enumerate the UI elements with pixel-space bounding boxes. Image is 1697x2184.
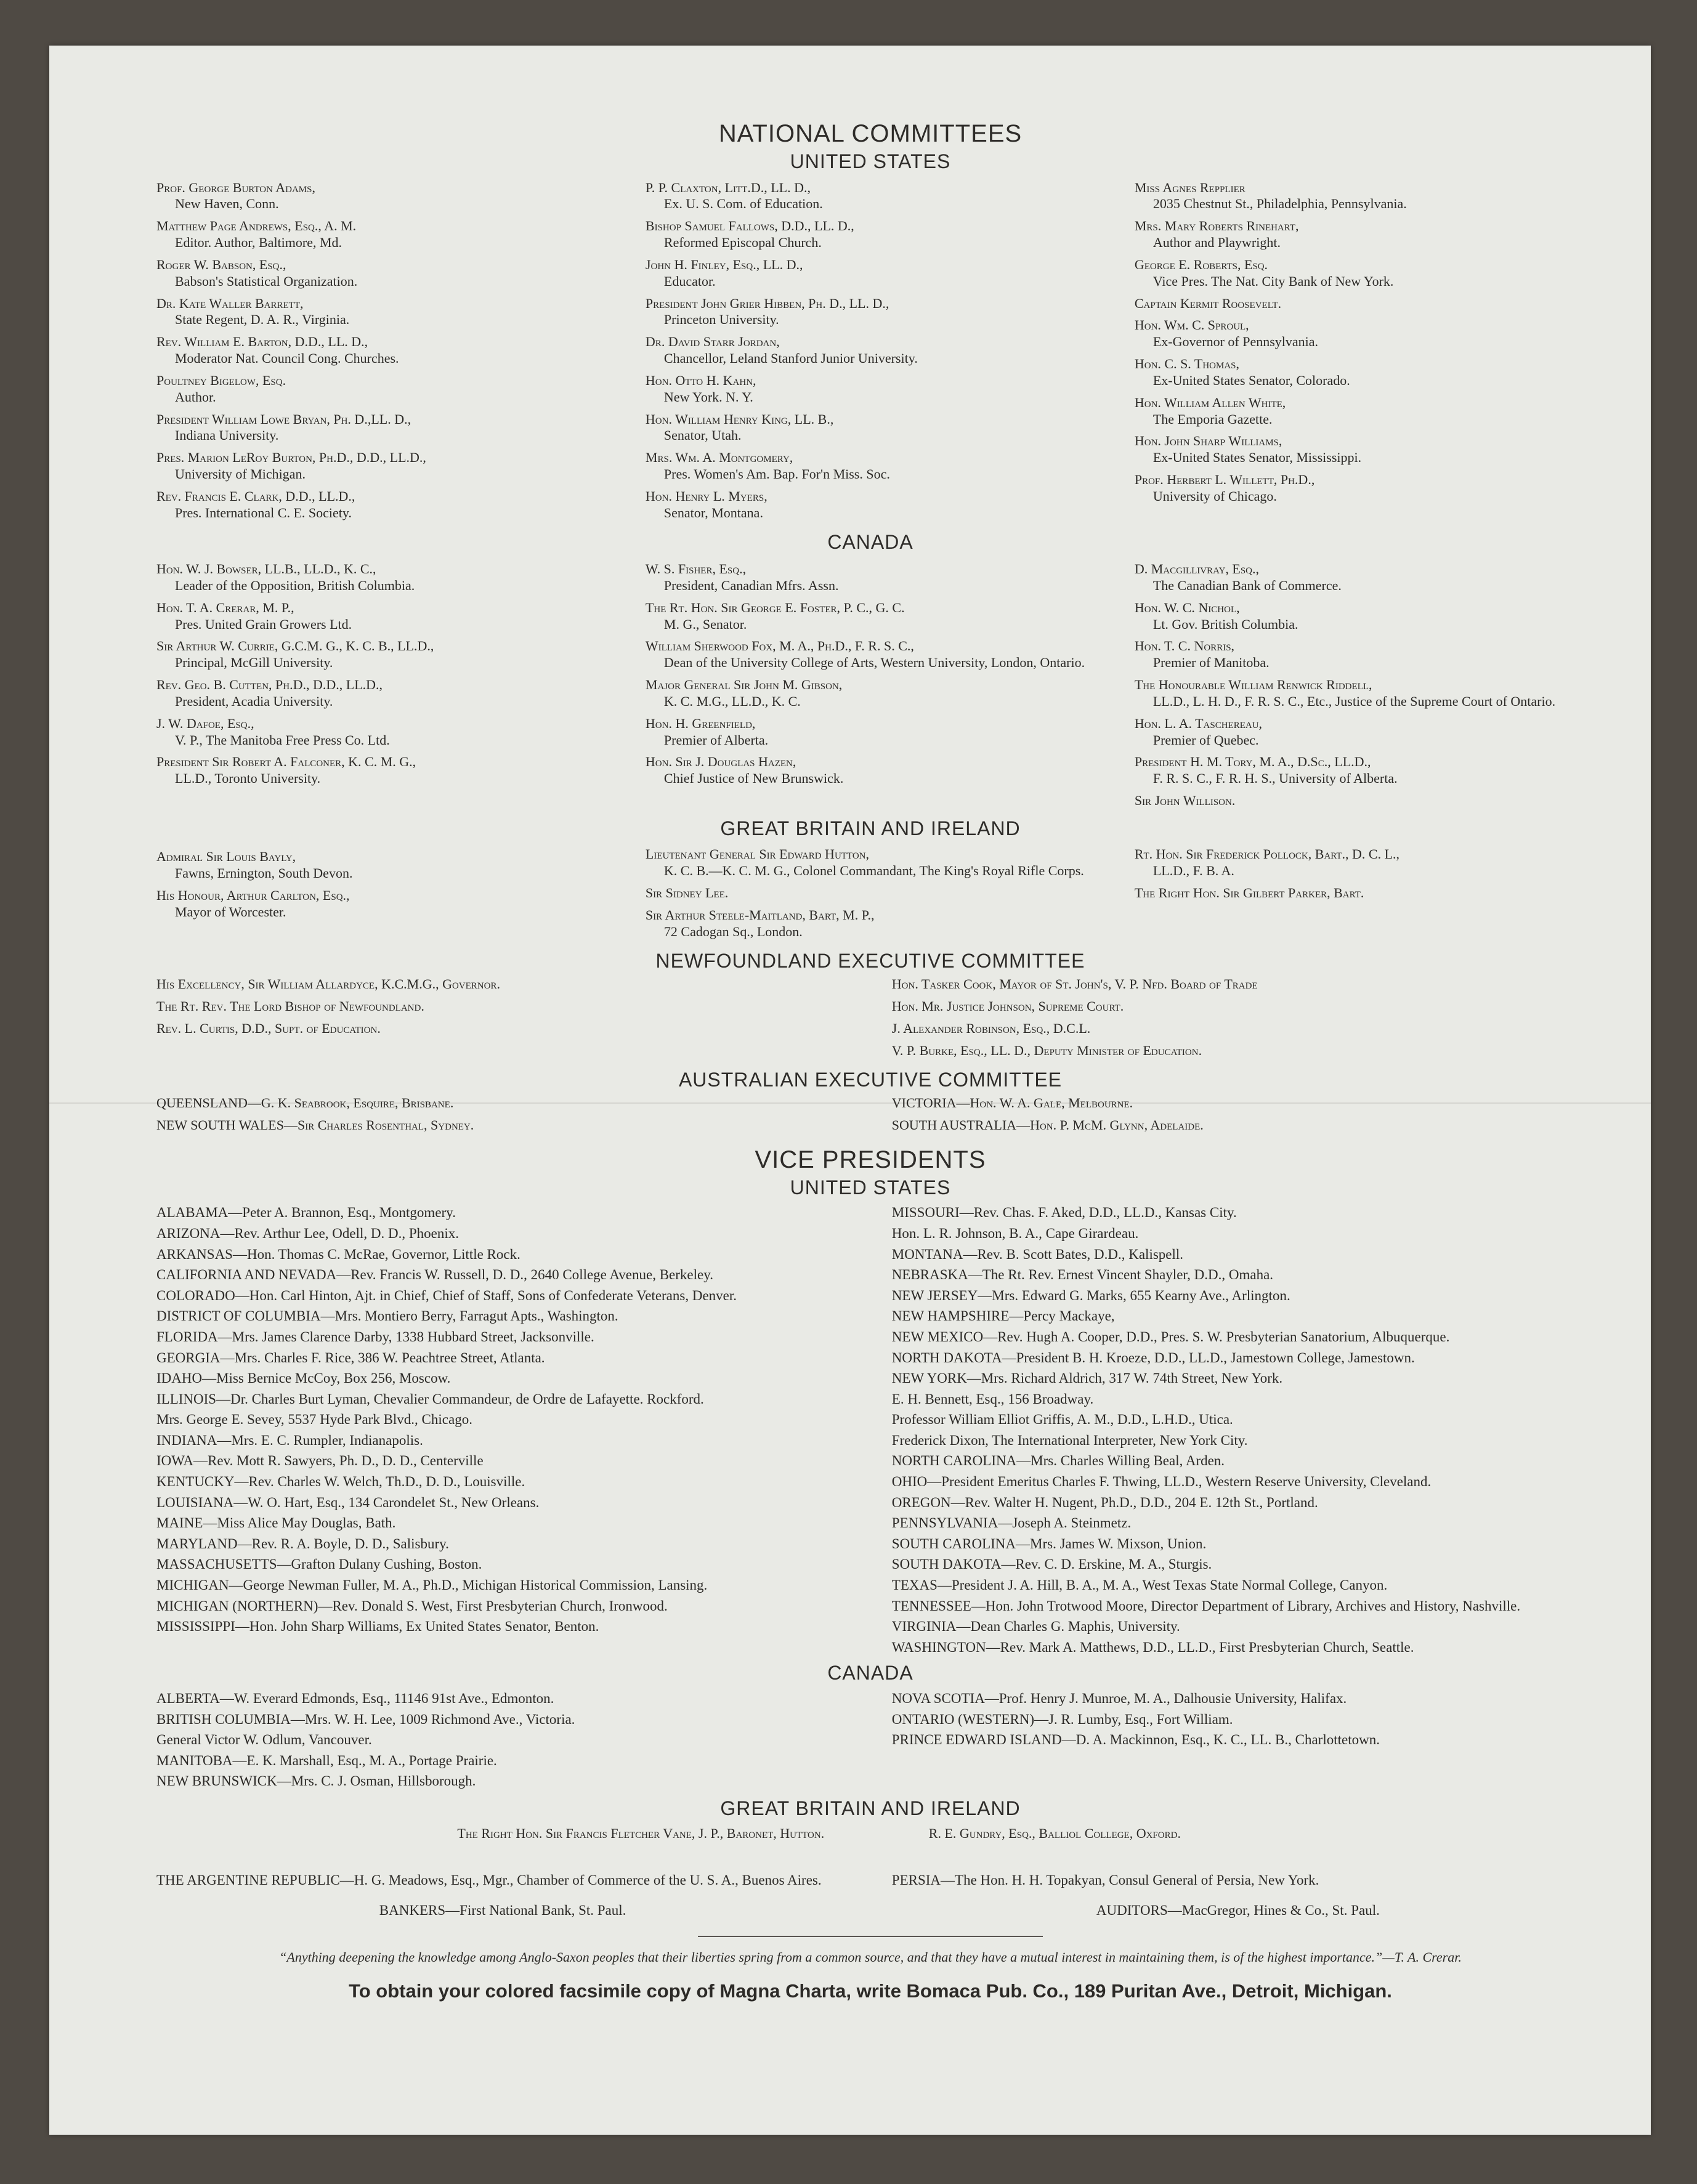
vice-president-entry: Hon. L. R. Johnson, B. A., Cape Girardeau. xyxy=(891,1225,1139,1241)
bankers-col xyxy=(156,1899,849,1922)
member-title: Leader of the Opposition, British Columbia. xyxy=(175,577,415,593)
member-title: President, Canadian Mfrs. Assn. xyxy=(663,577,839,593)
vp-us-left xyxy=(156,1204,849,1659)
vice-president-entry: BRITISH COLUMBIA—Mrs. W. H. Lee, 1009 Richmond Ave., Victoria. xyxy=(156,1711,575,1727)
vp-canada-list xyxy=(156,1690,1584,1794)
vp-canada-left xyxy=(156,1690,849,1794)
page-title: NATIONAL COMMITTEES xyxy=(718,120,1023,147)
vice-president-entry: PRINCE EDWARD ISLAND—D. A. Mackinnon, Esq., K. C., LL. B., Charlottetown. xyxy=(891,1732,1380,1748)
committee-member: QUEENSLAND—G. K. Seabrook, Esquire, Brisbane. xyxy=(156,1095,454,1111)
closing-notice: To obtain your colored facsimile copy of Magna Charta, write Bomaca Pub. Co., 189 Puritan Ave., Detroit, Michigan. xyxy=(349,1980,1392,2002)
canada-committee xyxy=(156,561,1584,815)
member-name: Hon. William Henry King, LL. B., xyxy=(645,411,834,427)
committee-member xyxy=(156,373,606,406)
committee-member xyxy=(646,677,1095,710)
member-title: V. P., The Manitoba Free Press Co. Ltd. xyxy=(175,732,390,748)
member-name: Sir Arthur Steele-Maitland, Bart, M. P., xyxy=(645,907,875,923)
committee-member xyxy=(646,334,1095,367)
section-heading-us: UNITED STATES xyxy=(790,150,951,172)
committee-member: V. P. Burke, Esq., LL. D., Deputy Minister of Education. xyxy=(891,1042,1202,1058)
vice-president-entry: PENNSYLVANIA—Joseph A. Steinmetz. xyxy=(891,1515,1132,1531)
member-title: Author. xyxy=(175,389,216,405)
member-name: Prof. Herbert L. Willett, Ph.D., xyxy=(1134,472,1315,488)
member-name: Pres. Marion LeRoy Burton, Ph.D., D.D., LL.D., xyxy=(156,450,426,466)
vp-us-right xyxy=(892,1204,1584,1659)
auditors-col xyxy=(892,1899,1584,1922)
member-title: Author and Playwright. xyxy=(1152,235,1281,251)
member-title: Vice Pres. The Nat. City Bank of New York. xyxy=(1152,273,1394,289)
member-name: President Sir Robert A. Falconer, K. C. M. G., xyxy=(156,754,416,770)
vice-president-entry: MICHIGAN (NORTHERN)—Rev. Donald S. West, First Presbyterian Church, Ironwood. xyxy=(156,1598,668,1614)
committee-member xyxy=(156,257,606,290)
member-title: Fawns, Ernington, South Devon. xyxy=(175,865,353,881)
vp-gb-list xyxy=(156,1826,1584,1848)
committee-member xyxy=(646,716,1095,749)
vice-president-entry: MISSISSIPPI—Hon. John Sharp Williams, Ex United States Senator, Benton. xyxy=(156,1619,599,1635)
vice-president-entry: NEW MEXICO—Rev. Hugh A. Cooper, D.D., Pres. S. W. Presbyterian Sanatorium, Albuquerque. xyxy=(891,1329,1450,1345)
member-name: Hon. Sir J. Douglas Hazen, xyxy=(645,754,796,770)
member-name: The Rt. Hon. Sir George E. Foster, P. C., G. C. xyxy=(645,599,905,615)
member-name: Hon. C. S. Thomas, xyxy=(1134,356,1240,372)
member-name: Admiral Sir Louis Bayly, xyxy=(156,849,296,865)
vice-president-entry: ONTARIO (WESTERN)—J. R. Lumby, Esq., Fort William. xyxy=(891,1711,1233,1727)
committee-member xyxy=(156,334,606,367)
member-name: Hon. T. A. Crerar, M. P., xyxy=(156,599,294,615)
vice-president-entry: IDAHO—Miss Bernice McCoy, Box 256, Moscow. xyxy=(156,1370,451,1386)
document-page xyxy=(49,46,1651,2135)
committee-member: SOUTH AUSTRALIA—Hon. P. McM. Glynn, Adelaide. xyxy=(891,1117,1204,1133)
vice-president-entry: LOUISIANA—W. O. Hart, Esq., 134 Carondelet St., New Orleans. xyxy=(156,1494,540,1510)
member-title: Premier of Quebec. xyxy=(1152,732,1259,748)
member-title: Lt. Gov. British Columbia. xyxy=(1152,616,1298,632)
member-title: University of Michigan. xyxy=(175,466,306,482)
member-name: Captain Kermit Roosevelt. xyxy=(1134,295,1282,311)
section-heading-gb: GREAT BRITAIN AND IRELAND xyxy=(720,817,1021,839)
committee-member xyxy=(156,716,606,749)
member-name: Hon. W. J. Bowser, LL.B., LL.D., K. C., xyxy=(156,561,376,577)
member-title: Educator. xyxy=(663,273,716,289)
committee-member xyxy=(1135,472,1584,505)
vice-presidents-heading: VICE PRESIDENTS xyxy=(755,1146,986,1173)
committee-member: His Excellency, Sir William Allardyce, K.C.M.G., Governor. xyxy=(156,976,500,992)
member-name: Roger W. Babson, Esq., xyxy=(156,256,286,272)
member-name: Lieutenant General Sir Edward Hutton, xyxy=(645,846,869,862)
member-name: William Sherwood Fox, M. A., Ph.D., F. R. S. C., xyxy=(645,638,914,654)
vice-president-entry: TEXAS—President J. A. Hill, B. A., M. A., West Texas State Normal College, Canyon. xyxy=(891,1577,1388,1593)
member-name: Dr. Kate Waller Barrett, xyxy=(156,295,304,311)
member-name: Dr. David Starr Jordan, xyxy=(645,334,780,350)
committee-member xyxy=(646,638,1095,671)
member-title: New Haven, Conn. xyxy=(175,196,279,212)
vp-other-list xyxy=(156,1872,1584,1893)
nfld-left xyxy=(156,976,849,1064)
member-title: Pres. United Grain Growers Ltd. xyxy=(175,616,352,632)
newfoundland-committee xyxy=(156,976,1584,1064)
committee-member xyxy=(646,180,1095,213)
member-name: D. Macgillivray, Esq., xyxy=(1134,561,1260,577)
committee-member xyxy=(1135,600,1584,633)
member-title: New York. N. Y. xyxy=(663,389,753,405)
vice-president-entry: CALIFORNIA AND NEVADA—Rev. Francis W. Russell, D. D., 2640 College Avenue, Berkeley. xyxy=(156,1267,713,1283)
member-title: Pres. International C. E. Society. xyxy=(175,504,352,520)
member-name: His Honour, Arthur Carlton, Esq., xyxy=(156,888,350,904)
committee-member xyxy=(156,888,606,921)
member-name: John H. Finley, Esq., LL. D., xyxy=(645,256,803,272)
committee-member: J. Alexander Robinson, Esq., D.C.L. xyxy=(891,1020,1091,1036)
vice-president-entry: MASSACHUSETTS—Grafton Dulany Cushing, Boston. xyxy=(156,1556,482,1572)
auditors: AUDITORS—MacGregor, Hines & Co., St. Paul. xyxy=(1096,1902,1380,1918)
vice-president-entry: ALABAMA—Peter A. Brannon, Esq., Montgomery. xyxy=(156,1205,456,1221)
vp-argentine: THE ARGENTINE REPUBLIC—H. G. Meadows, Esq., Mgr., Chamber of Commerce of the U. S. A., Buenos Aires. xyxy=(156,1872,822,1888)
member-name: President William Lowe Bryan, Ph. D.,LL. D., xyxy=(156,411,411,427)
vice-president-entry: NOVA SCOTIA—Prof. Henry J. Munroe, M. A., Dalhousie University, Halifax. xyxy=(891,1691,1347,1706)
committee-member xyxy=(1135,296,1584,312)
crerar-quote: “Anything deepening the knowledge among Anglo-Saxon peoples that their liberties spring from a common source, and that they have a mutual interest in maintaining them, is of the highest importance.”—T. A. Crerar. xyxy=(279,1949,1462,1965)
committee-member xyxy=(1135,793,1584,809)
aus-left xyxy=(156,1095,849,1139)
committee-member xyxy=(1135,638,1584,671)
vice-president-entry: ARKANSAS—Hon. Thomas C. McRae, Governor, Little Rock. xyxy=(156,1246,520,1262)
vp-argentine-col xyxy=(156,1872,849,1893)
member-name: The Honourable William Renwick Riddell, xyxy=(1134,677,1372,693)
committee-member xyxy=(156,450,606,483)
vice-president-entry: NEW JERSEY—Mrs. Edward G. Marks, 655 Kearny Ave., Arlington. xyxy=(891,1287,1290,1303)
vice-president-entry: DISTRICT OF COLUMBIA—Mrs. Montiero Berry, Farragut Apts., Washington. xyxy=(156,1308,618,1324)
vice-president-entry: MAINE—Miss Alice May Douglas, Bath. xyxy=(156,1515,396,1531)
committee-member xyxy=(1135,433,1584,466)
member-name: Mrs. Wm. A. Montgomery, xyxy=(645,450,793,466)
committee-member: Rev. L. Curtis, D.D., Supt. of Education. xyxy=(156,1020,381,1036)
vice-president-entry: NEW HAMPSHIRE—Percy Mackaye, xyxy=(891,1308,1115,1324)
committee-member xyxy=(646,885,1095,902)
vp-canada-heading: CANADA xyxy=(827,1662,913,1685)
member-title: President, Acadia University. xyxy=(175,693,333,709)
vice-president-entry: FLORIDA—Mrs. James Clarence Darby, 1338 Hubbard Street, Jacksonville. xyxy=(156,1329,594,1345)
member-name: Hon. W. C. Nichol, xyxy=(1134,599,1240,615)
member-title: Dean of the University College of Arts, Western University, London, Ontario. xyxy=(663,655,1085,671)
us-committee xyxy=(156,180,1584,527)
bankers: BANKERS—First National Bank, St. Paul. xyxy=(379,1902,626,1918)
member-name: Hon. L. A. Taschereau, xyxy=(1134,715,1263,731)
vp-gb-left xyxy=(156,1826,849,1848)
gb-col-2 xyxy=(646,846,1095,945)
member-title: University of Chicago. xyxy=(1152,488,1277,504)
member-title: Mayor of Worcester. xyxy=(175,904,286,920)
committee-member xyxy=(1135,317,1584,350)
member-title: Pres. Women's Am. Bap. For'n Miss. Soc. xyxy=(663,466,890,482)
member-title: Ex-United States Senator, Mississippi. xyxy=(1152,450,1362,466)
vice-president-entry: IOWA—Rev. Mott R. Sawyers, Ph. D., D. D., Centerville xyxy=(156,1453,484,1469)
vp-gb-right-entry: R. E. Gundry, Esq., Balliol College, Oxford. xyxy=(928,1825,1181,1841)
vp-gb-right xyxy=(892,1826,1584,1848)
member-title: Senator, Utah. xyxy=(663,427,742,443)
member-title: The Canadian Bank of Commerce. xyxy=(1152,577,1342,593)
committee-member xyxy=(646,450,1095,483)
member-title: LL.D., Toronto University. xyxy=(175,770,321,787)
member-name: Miss Agnes Repplier xyxy=(1134,179,1245,195)
committee-member xyxy=(156,218,606,251)
committee-member xyxy=(646,296,1095,329)
vice-president-entry: TENNESSEE—Hon. John Trotwood Moore, Director Department of Library, Archives and History, Nashville. xyxy=(891,1598,1521,1614)
member-name: Hon. T. C. Norris, xyxy=(1134,638,1235,654)
member-title: Moderator Nat. Council Cong. Churches. xyxy=(175,350,399,366)
committee-member xyxy=(646,754,1095,787)
member-title: Ex-Governor of Pennsylvania. xyxy=(1152,334,1319,350)
committee-member xyxy=(156,677,606,710)
canada-col-3 xyxy=(1135,561,1584,815)
committee-member xyxy=(156,561,606,594)
vice-president-entry: VIRGINIA—Dean Charles G. Maphis, University. xyxy=(891,1619,1180,1635)
committee-member xyxy=(1135,677,1584,710)
member-name: Matthew Page Andrews, Esq., A. M. xyxy=(156,218,357,234)
member-name: Major General Sir John M. Gibson, xyxy=(645,677,843,693)
us-col-1 xyxy=(156,180,606,527)
vice-president-entry: MONTANA—Rev. B. Scott Bates, D.D., Kalispell. xyxy=(891,1246,1184,1262)
member-name: P. P. Claxton, Litt.D., LL. D., xyxy=(645,179,811,195)
member-name: J. W. Dafoe, Esq., xyxy=(156,715,254,731)
member-name: George E. Roberts, Esq. xyxy=(1134,256,1268,272)
committee-member: Hon. Mr. Justice Johnson, Supreme Court. xyxy=(891,998,1124,1014)
committee-member xyxy=(156,180,606,213)
member-title: Chancellor, Leland Stanford Junior University. xyxy=(663,350,918,366)
committee-member xyxy=(646,600,1095,633)
member-title: Ex. U. S. Com. of Education. xyxy=(663,196,823,212)
nfld-right xyxy=(892,976,1584,1064)
member-title: Senator, Montana. xyxy=(663,504,763,520)
member-title: Principal, McGill University. xyxy=(175,655,333,671)
committee-member xyxy=(646,257,1095,290)
gb-committee xyxy=(156,846,1584,945)
member-name: Sir Sidney Lee. xyxy=(645,885,729,901)
member-name: Hon. Wm. C. Sproul, xyxy=(1134,317,1249,333)
member-title: 72 Cadogan Sq., London. xyxy=(663,923,803,939)
member-title: Ex-United States Senator, Colorado. xyxy=(1152,372,1350,388)
committee-member xyxy=(156,411,606,445)
vp-persia: PERSIA—The Hon. H. H. Topakyan, Consul General of Persia, New York. xyxy=(891,1872,1319,1888)
vp-persia-col xyxy=(892,1872,1584,1893)
committee-member xyxy=(1135,716,1584,749)
committee-member xyxy=(1135,180,1584,213)
member-name: Sir Arthur W. Currie, G.C.M. G., K. C. B., LL.D., xyxy=(156,638,434,654)
committee-member xyxy=(646,411,1095,445)
us-col-2 xyxy=(646,180,1095,527)
committee-member xyxy=(646,488,1095,522)
member-name: Poultney Bigelow, Esq. xyxy=(156,372,286,388)
member-title: Reformed Episcopal Church. xyxy=(663,235,822,251)
aus-right xyxy=(892,1095,1584,1139)
vice-president-entry: INDIANA—Mrs. E. C. Rumpler, Indianapolis. xyxy=(156,1432,423,1448)
committee-member xyxy=(156,849,606,882)
gb-col-3 xyxy=(1135,846,1584,945)
committee-member xyxy=(1135,561,1584,594)
document-content xyxy=(156,118,1584,2002)
member-name: President John Grier Hibben, Ph. D., LL. D., xyxy=(645,295,889,311)
canada-col-1 xyxy=(156,561,606,815)
member-title: LL.D., F. B. A. xyxy=(1152,863,1234,879)
committee-member xyxy=(1135,218,1584,251)
member-title: M. G., Senator. xyxy=(663,616,747,632)
member-title: LL.D., L. H. D., F. R. S. C., Etc., Justice of the Supreme Court of Ontario. xyxy=(1152,693,1556,709)
vice-president-entry: KENTUCKY—Rev. Charles W. Welch, Th.D., D. D., Louisville. xyxy=(156,1474,525,1490)
member-name: Rev. William E. Barton, D.D., LL. D., xyxy=(156,334,368,350)
member-name: Rt. Hon. Sir Frederick Pollock, Bart., D. C. L., xyxy=(1134,846,1400,862)
member-title: Editor. Author, Baltimore, Md. xyxy=(175,235,342,251)
member-name: W. S. Fisher, Esq., xyxy=(645,561,747,577)
vice-president-entry: WASHINGTON—Rev. Mark A. Matthews, D.D., LL.D., First Presbyterian Church, Seattle. xyxy=(891,1639,1414,1655)
member-title: Premier of Alberta. xyxy=(663,732,769,748)
member-name: Rev. Geo. B. Cutten, Ph.D., D.D., LL.D., xyxy=(156,677,383,693)
member-title: Indiana University. xyxy=(175,427,279,443)
vp-gb-heading: GREAT BRITAIN AND IRELAND xyxy=(720,1797,1021,1819)
vice-president-entry: General Victor W. Odlum, Vancouver. xyxy=(156,1732,372,1748)
committee-member xyxy=(1135,885,1584,902)
member-title: Chief Justice of New Brunswick. xyxy=(663,770,844,787)
vp-us-heading: UNITED STATES xyxy=(790,1176,951,1199)
committee-member xyxy=(156,488,606,522)
vp-gb-left-entry: The Right Hon. Sir Francis Fletcher Vane, J. P., Baronet, Hutton. xyxy=(457,1825,825,1841)
vice-president-entry: NORTH CAROLINA—Mrs. Charles Willing Beal, Arden. xyxy=(891,1453,1225,1469)
vice-president-entry: NORTH DAKOTA—President B. H. Kroeze, D.D., LL.D., Jamestown College, Jamestown. xyxy=(891,1349,1415,1365)
vice-president-entry: NEW YORK—Mrs. Richard Aldrich, 317 W. 74th Street, New York. xyxy=(891,1370,1283,1386)
vice-president-entry: MISSOURI—Rev. Chas. F. Aked, D.D., LL.D., Kansas City. xyxy=(891,1205,1237,1221)
member-name: Hon. John Sharp Williams, xyxy=(1134,433,1282,449)
member-name: Rev. Francis E. Clark, D.D., LL.D., xyxy=(156,488,355,504)
member-name: Hon. William Allen White, xyxy=(1134,394,1286,410)
us-col-3 xyxy=(1135,180,1584,527)
committee-member xyxy=(646,846,1095,880)
committee-member: NEW SOUTH WALES—Sir Charles Rosenthal, Sydney. xyxy=(156,1117,474,1133)
vp-canada-right xyxy=(892,1690,1584,1794)
bankers-auditors xyxy=(156,1899,1584,1922)
committee-member xyxy=(1135,356,1584,389)
committee-member xyxy=(646,373,1095,406)
vp-us-list xyxy=(156,1204,1584,1659)
member-name: Hon. Otto H. Kahn, xyxy=(645,372,756,388)
canada-col-2 xyxy=(646,561,1095,815)
vice-president-entry: OREGON—Rev. Walter H. Nugent, Ph.D., D.D., 204 E. 12th St., Portland. xyxy=(891,1494,1318,1510)
member-title: Premier of Manitoba. xyxy=(1152,655,1270,671)
member-title: State Regent, D. A. R., Virginia. xyxy=(175,312,350,328)
committee-member xyxy=(156,600,606,633)
member-name: Mrs. Mary Roberts Rinehart, xyxy=(1134,218,1299,234)
vice-president-entry: OHIO—President Emeritus Charles F. Thwing, LL.D., Western Reserve University, Cleveland. xyxy=(891,1474,1432,1490)
vice-president-entry: ALBERTA—W. Everard Edmonds, Esq., 11146 91st Ave., Edmonton. xyxy=(156,1691,554,1706)
member-name: Bishop Samuel Fallows, D.D., LL. D., xyxy=(645,218,854,234)
member-title: K. C. B.—K. C. M. G., Colonel Commandant, The King's Royal Rifle Corps. xyxy=(663,863,1084,879)
committee-member xyxy=(1135,257,1584,290)
vice-president-entry: NEBRASKA—The Rt. Rev. Ernest Vincent Shayler, D.D., Omaha. xyxy=(891,1267,1274,1283)
committee-member xyxy=(646,561,1095,594)
vice-president-entry: MICHIGAN—George Newman Fuller, M. A., Ph.D., Michigan Historical Commission, Lansing. xyxy=(156,1577,708,1593)
vice-president-entry: ILLINOIS—Dr. Charles Burt Lyman, Chevalier Commandeur, de Ordre de Lafayette. Rockford. xyxy=(156,1391,704,1407)
committee-member xyxy=(156,754,606,787)
committee-member xyxy=(1135,395,1584,428)
committee-member xyxy=(156,638,606,671)
member-name: Prof. George Burton Adams, xyxy=(156,179,315,195)
member-title: K. C. M.G., LL.D., K. C. xyxy=(663,693,801,709)
section-heading-canada: CANADA xyxy=(827,530,913,553)
vice-president-entry: GEORGIA—Mrs. Charles F. Rice, 386 W. Peachtree Street, Atlanta. xyxy=(156,1349,545,1365)
member-title: F. R. S. C., F. R. H. S., University of Alberta. xyxy=(1152,770,1398,787)
vice-president-entry: Mrs. George E. Sevey, 5537 Hyde Park Blvd., Chicago. xyxy=(156,1412,472,1428)
section-heading-newfoundland: NEWFOUNDLAND EXECUTIVE COMMITTEE xyxy=(655,949,1085,972)
vice-president-entry: MANITOBA—E. K. Marshall, Esq., M. A., Portage Prairie. xyxy=(156,1752,497,1768)
member-title: The Emporia Gazette. xyxy=(1152,411,1273,427)
committee-member xyxy=(1135,754,1584,787)
committee-member xyxy=(1135,846,1584,880)
australian-committee xyxy=(156,1095,1584,1139)
member-title: Princeton University. xyxy=(663,312,779,328)
committee-member xyxy=(646,218,1095,251)
vice-president-entry: SOUTH CAROLINA—Mrs. James W. Mixson, Union. xyxy=(891,1535,1207,1551)
vice-president-entry: COLORADO—Hon. Carl Hinton, Ajt. in Chief, Chief of Staff, Sons of Confederate Veterans, Denver. xyxy=(156,1287,737,1303)
committee-member: VICTORIA—Hon. W. A. Gale, Melbourne. xyxy=(891,1095,1133,1111)
member-name: Hon. H. Greenfield, xyxy=(645,715,756,731)
committee-member: The Rt. Rev. The Lord Bishop of Newfoundland. xyxy=(156,998,424,1014)
member-title: Babson's Statistical Organization. xyxy=(175,273,358,289)
vice-president-entry: Frederick Dixon, The International Interpreter, New York City. xyxy=(891,1432,1248,1448)
vice-president-entry: SOUTH DAKOTA—Rev. C. D. Erskine, M. A., Sturgis. xyxy=(891,1556,1212,1572)
vice-president-entry: NEW BRUNSWICK—Mrs. C. J. Osman, Hillsborough. xyxy=(156,1773,476,1789)
member-name: The Right Hon. Sir Gilbert Parker, Bart. xyxy=(1134,885,1364,901)
vice-president-entry: Professor William Elliot Griffis, A. M., D.D., L.H.D., Utica. xyxy=(891,1412,1233,1428)
vice-president-entry: ARIZONA—Rev. Arthur Lee, Odell, D. D., Phoenix. xyxy=(156,1225,460,1241)
vice-president-entry: E. H. Bennett, Esq., 156 Broadway. xyxy=(891,1391,1094,1407)
divider-rule xyxy=(698,1936,1043,1937)
vice-president-entry: MARYLAND—Rev. R. A. Boyle, D. D., Salisbury. xyxy=(156,1535,449,1551)
committee-member xyxy=(156,296,606,329)
gb-col-1 xyxy=(156,846,606,945)
member-title: 2035 Chestnut St., Philadelphia, Pennsylvania. xyxy=(1152,196,1407,212)
committee-member xyxy=(646,907,1095,940)
section-heading-australia: AUSTRALIAN EXECUTIVE COMMITTEE xyxy=(678,1068,1063,1091)
member-name: President H. M. Tory, M. A., D.Sc., LL.D., xyxy=(1134,754,1371,770)
committee-member: Hon. Tasker Cook, Mayor of St. John's, V. P. Nfd. Board of Trade xyxy=(891,976,1258,992)
member-name: Hon. Henry L. Myers, xyxy=(645,488,767,504)
member-name: Sir John Willison. xyxy=(1134,793,1236,809)
